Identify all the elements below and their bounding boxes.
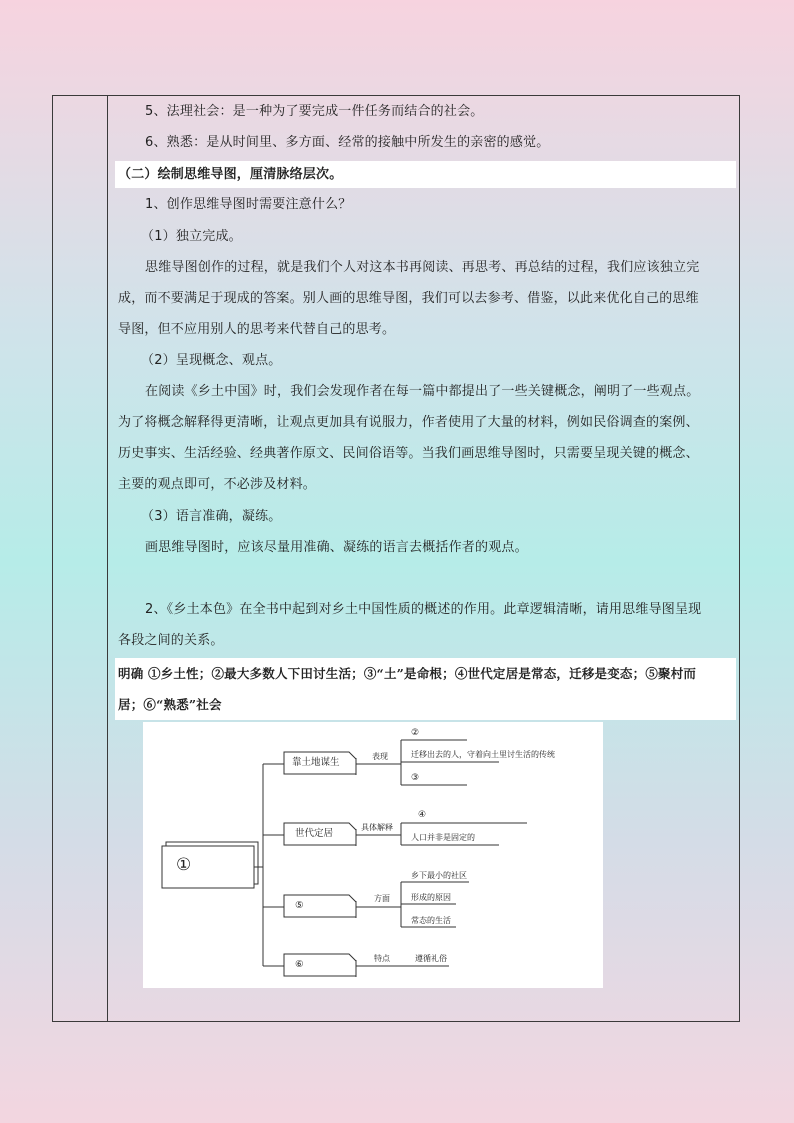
node-5: ⑤ [295, 900, 304, 911]
question-1: 1、创作思维导图时需要注意什么？ [145, 197, 352, 212]
leaf-population-not-fixed: 人口并非是固定的 [411, 833, 475, 842]
relation-biaoxian: 表现 [372, 752, 388, 761]
point-3-title: （3）语言准确，凝练。 [141, 509, 282, 524]
answer-line-2: 居；⑥“熟悉”社会 [118, 697, 222, 712]
node-6: ⑥ [295, 959, 304, 970]
point-2-line-3: 历史事实、生活经验、经典著作原文、民间俗语等。当我们画思维导图时，只需要呈现关键的概念、 [118, 446, 699, 461]
mind-map-root: ① [176, 855, 192, 875]
relation-fangmian: 方面 [374, 894, 390, 903]
point-1-title: （1）独立完成。 [141, 229, 242, 244]
leaf-normal-life: 常态的生活 [411, 916, 451, 925]
point-1-line-1: 思维导图创作的过程，就是我们个人对这本书再阅读、再思考、再总结的过程，我们应该独立完 [145, 260, 700, 275]
question-2-line-2: 各段之间的关系。 [118, 633, 224, 648]
section-heading: （二）绘制思维导图，厘清脉络层次。 [118, 167, 343, 182]
point-2-line-4: 主要的观点即可，不必涉及材料。 [118, 477, 317, 492]
column-divider [107, 96, 108, 1021]
relation-juti-jieshi: 具体解释 [361, 823, 393, 832]
definition-item-6: 6、熟悉：是从时间里、多方面、经常的接触中所发生的亲密的感觉。 [145, 135, 550, 150]
leaf-migrants-tradition: 迁移出去的人，守着向土里讨生活的传统 [411, 750, 555, 759]
mind-map [143, 722, 603, 988]
point-2-line-2: 为了将概念解释得更清晰，让观点更加具有说服力，作者使用了大量的材料，例如民俗调查的案例、 [118, 415, 699, 430]
leaf-3: ③ [411, 773, 420, 783]
leaf-follow-customs: 遵循礼俗 [415, 954, 447, 963]
leaf-smallest-community: 乡下最小的社区 [411, 871, 467, 880]
answer-line-1: 明确 ①乡土性；②最大多数人下田讨生活；③“土”是命根；④世代定居是常态，迁移是变态；⑤聚村而 [118, 666, 697, 681]
point-3-line-1: 画思维导图时，应该尽量用准确、凝练的语言去概括作者的观点。 [145, 540, 528, 555]
point-1-line-3: 导图，但不应用别人的思考来代替自己的思考。 [118, 322, 396, 337]
definition-item-5: 5、法理社会：是一种为了要完成一件任务而结合的社会。 [145, 104, 484, 119]
point-1-line-2: 成，而不要满足于现成的答案。别人画的思维导图，我们可以去参考、借鉴，以此来优化自己的思维 [118, 291, 699, 306]
point-2-line-1: 在阅读《乡土中国》时，我们会发现作者在每一篇中都提出了一些关键概念，阐明了一些观点。 [145, 384, 700, 399]
point-2-title: （2）呈现概念、观点。 [141, 353, 282, 368]
leaf-4: ④ [418, 810, 427, 820]
node-kao-tudi-mousheng: 靠土地谋生 [292, 757, 340, 768]
leaf-2: ② [411, 728, 420, 738]
node-shidai-dingju: 世代定居 [295, 828, 334, 839]
relation-tedian: 特点 [374, 954, 390, 963]
question-2-line-1: 2、《乡土本色》在全书中起到对乡土中国性质的概述的作用。此章逻辑清晰，请用思维导图呈现 [145, 602, 702, 617]
leaf-formation-reason: 形成的原因 [411, 893, 451, 902]
